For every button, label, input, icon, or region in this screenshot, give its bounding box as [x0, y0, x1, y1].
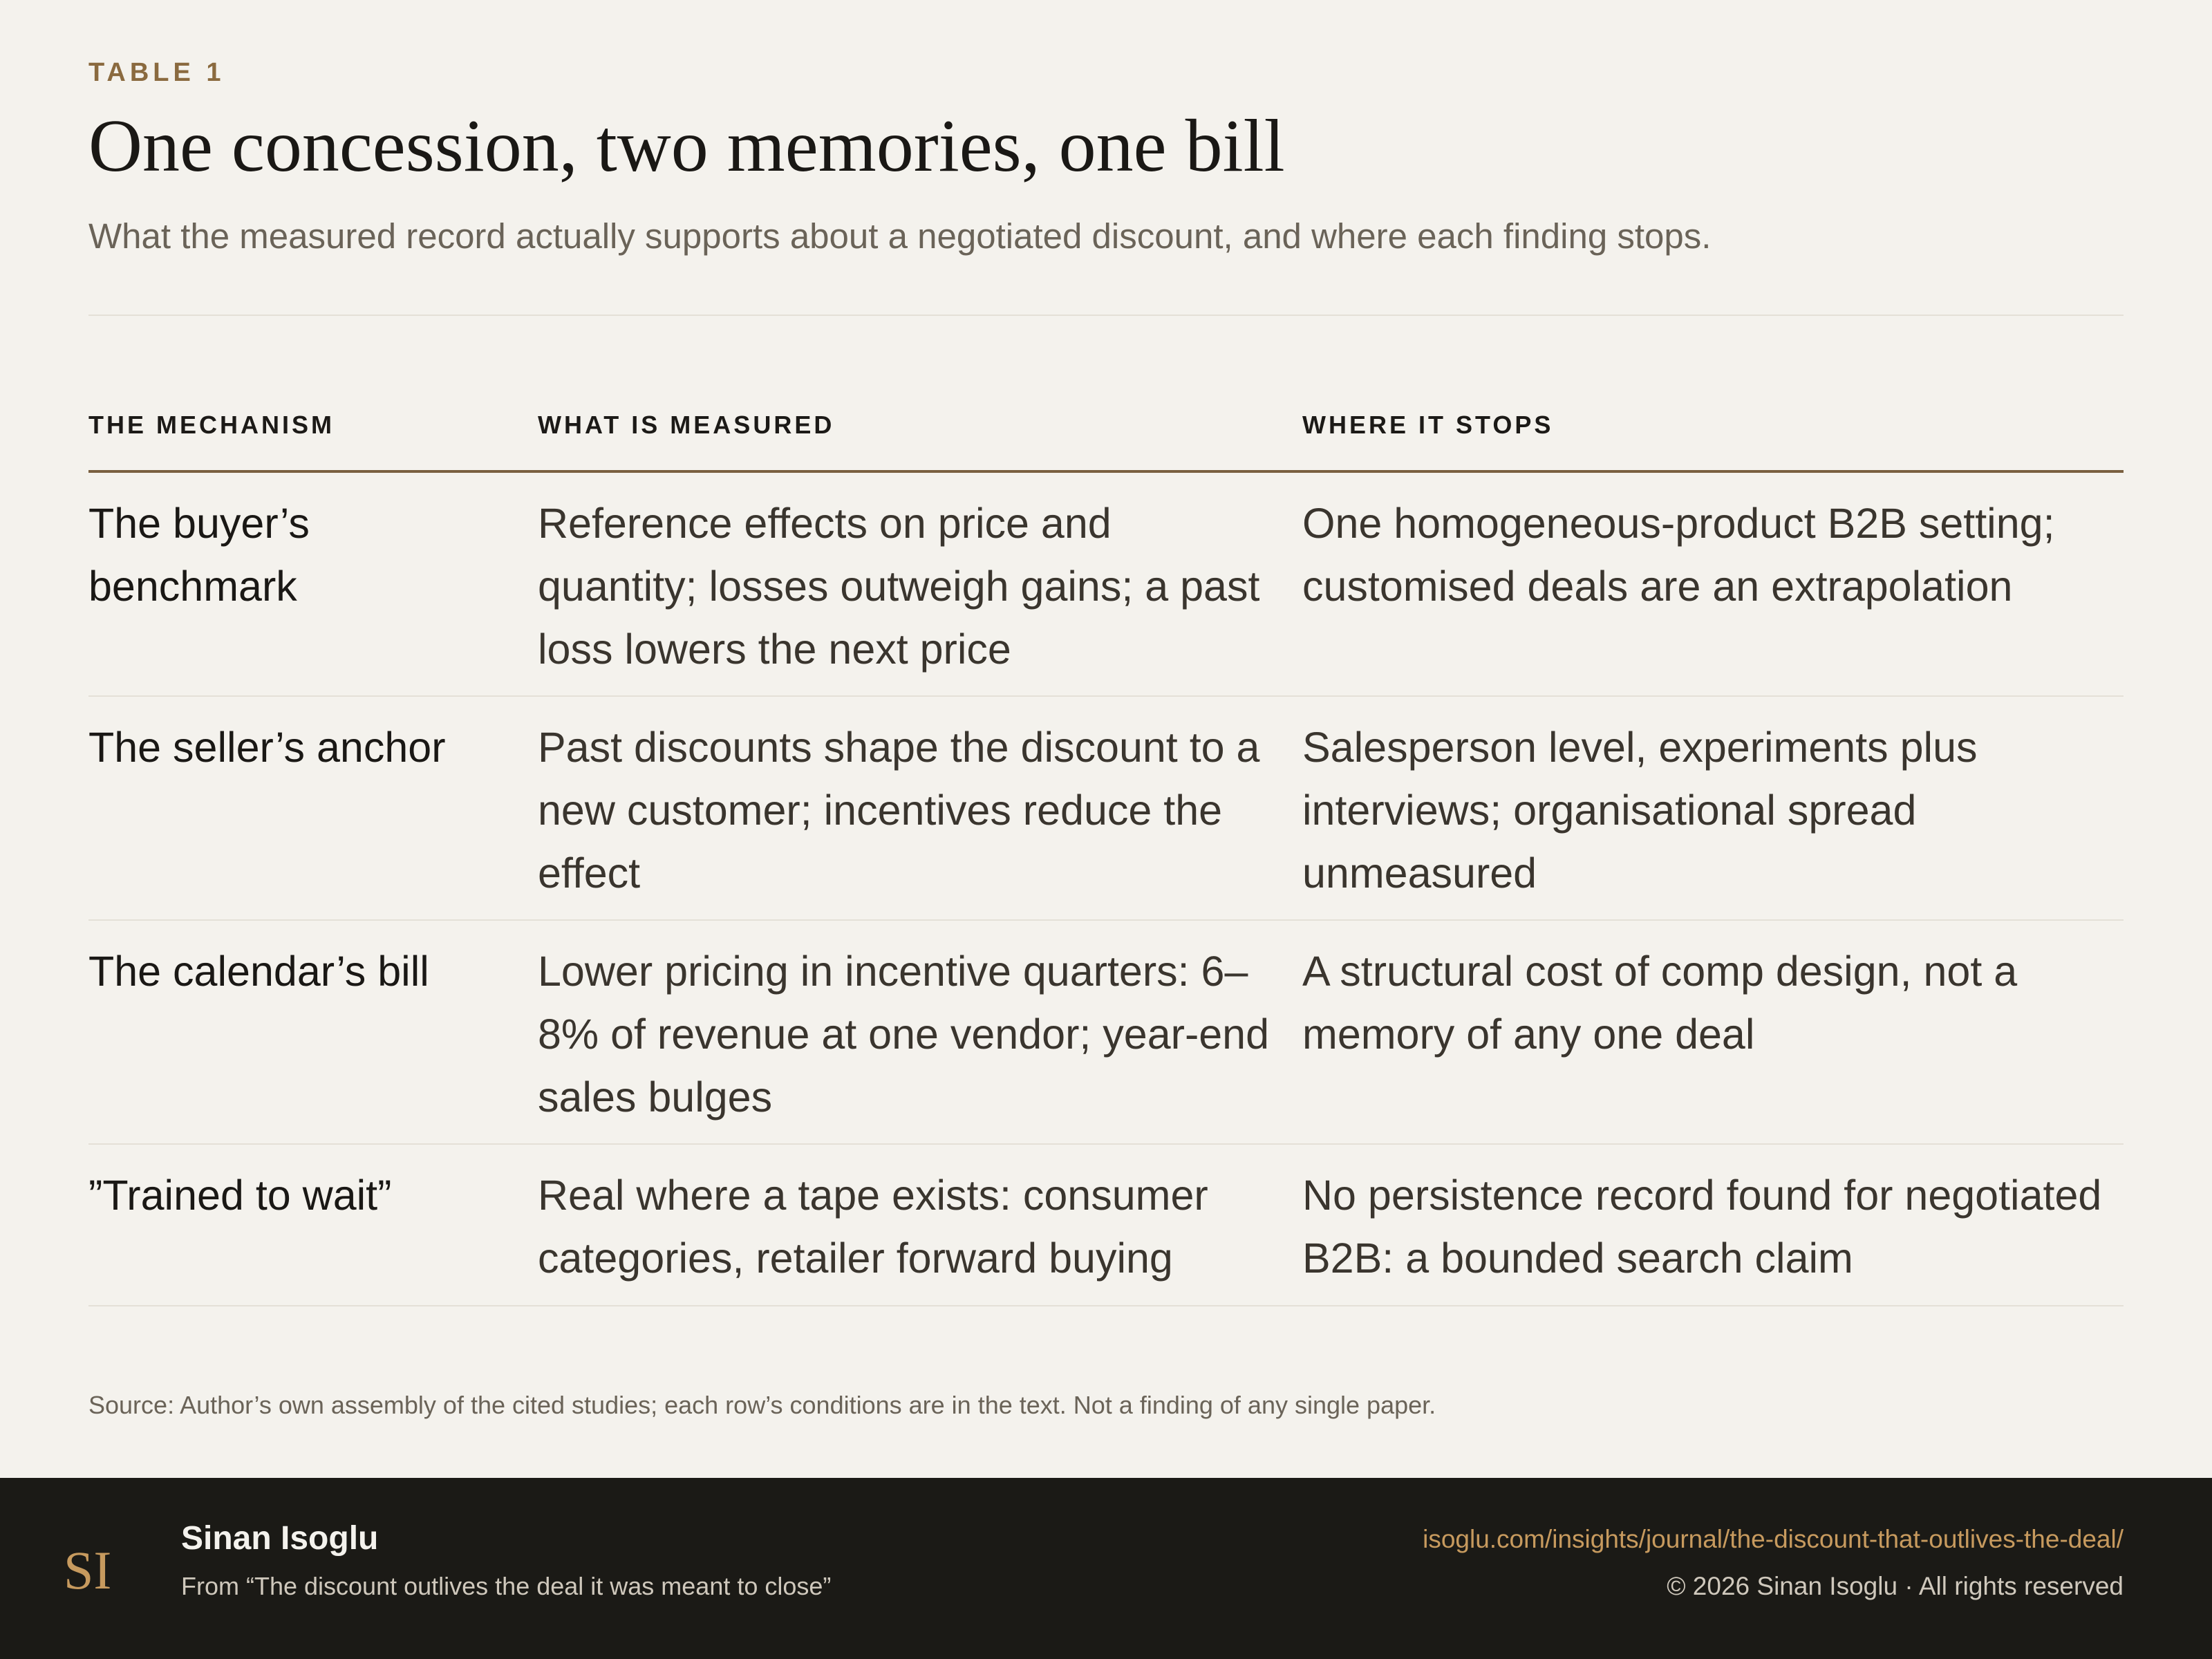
findings-table — [88, 401, 2124, 1306]
table-row — [88, 921, 2124, 1145]
mechanism-cell: The calendar’s bill — [88, 948, 429, 995]
table-row — [88, 697, 2124, 921]
mechanism-cell: The seller’s anchor — [88, 724, 446, 771]
table-row — [88, 1145, 2124, 1306]
stops-cell: No persistence record found for negotiated B2B: a bounded search claim — [1302, 1172, 2102, 1282]
monogram-icon — [62, 1539, 118, 1601]
mechanism-cell: The buyer’s benchmark — [88, 500, 310, 610]
measured-cell: Lower pricing in incentive quarters: 6–8% of revenue at one vendor; year-end sales bulges — [538, 948, 1270, 1121]
table-label: TABLE 1 — [88, 58, 225, 87]
article-reference: From “The discount outlives the deal it was meant to close” — [181, 1572, 832, 1600]
measured-cell: Real where a tape exists: consumer categories, retailer forward buying — [538, 1172, 1208, 1282]
stops-cell: One homogeneous-product B2B setting; customised deals are an extrapolation — [1302, 500, 2055, 610]
table-header — [88, 401, 2124, 473]
source-note: Source: Author’s own assembly of the cited studies; each row’s conditions are in the text. Not a finding of any single paper. — [88, 1391, 1436, 1419]
mechanism-cell: ”Trained to wait” — [88, 1172, 392, 1219]
measured-cell: Reference effects on price and quantity; losses outweigh gains; a past loss lowers the next price — [538, 500, 1260, 673]
measured-cell: Past discounts shape the discount to a new customer; incentives reduce the effect — [538, 724, 1260, 897]
stops-cell: Salesperson level, experiments plus interviews; organisational spread unmeasured — [1302, 724, 1978, 897]
divider — [88, 315, 2124, 316]
page-subtitle: What the measured record actually supports about a negotiated discount, and where each finding stops. — [88, 216, 1712, 256]
copyright: © 2026 Sinan Isoglu · All rights reserved — [1667, 1572, 2124, 1600]
footer — [0, 1478, 2212, 1659]
column-header-stops: WHERE IT STOPS — [1302, 411, 1554, 439]
table-row — [88, 473, 2124, 697]
stops-cell: A structural cost of comp design, not a memory of any one deal — [1302, 948, 2018, 1058]
column-header-measured: WHAT IS MEASURED — [538, 411, 835, 439]
article-link[interactable]: isoglu.com/insights/journal/the-discount-that-outlives-the-deal/ — [1423, 1525, 2124, 1553]
column-header-mechanism: THE MECHANISM — [88, 411, 335, 439]
page-title: One concession, two memories, one bill — [88, 105, 1285, 187]
monogram-text: SI — [64, 1540, 112, 1600]
author-name: Sinan Isoglu — [181, 1520, 379, 1557]
